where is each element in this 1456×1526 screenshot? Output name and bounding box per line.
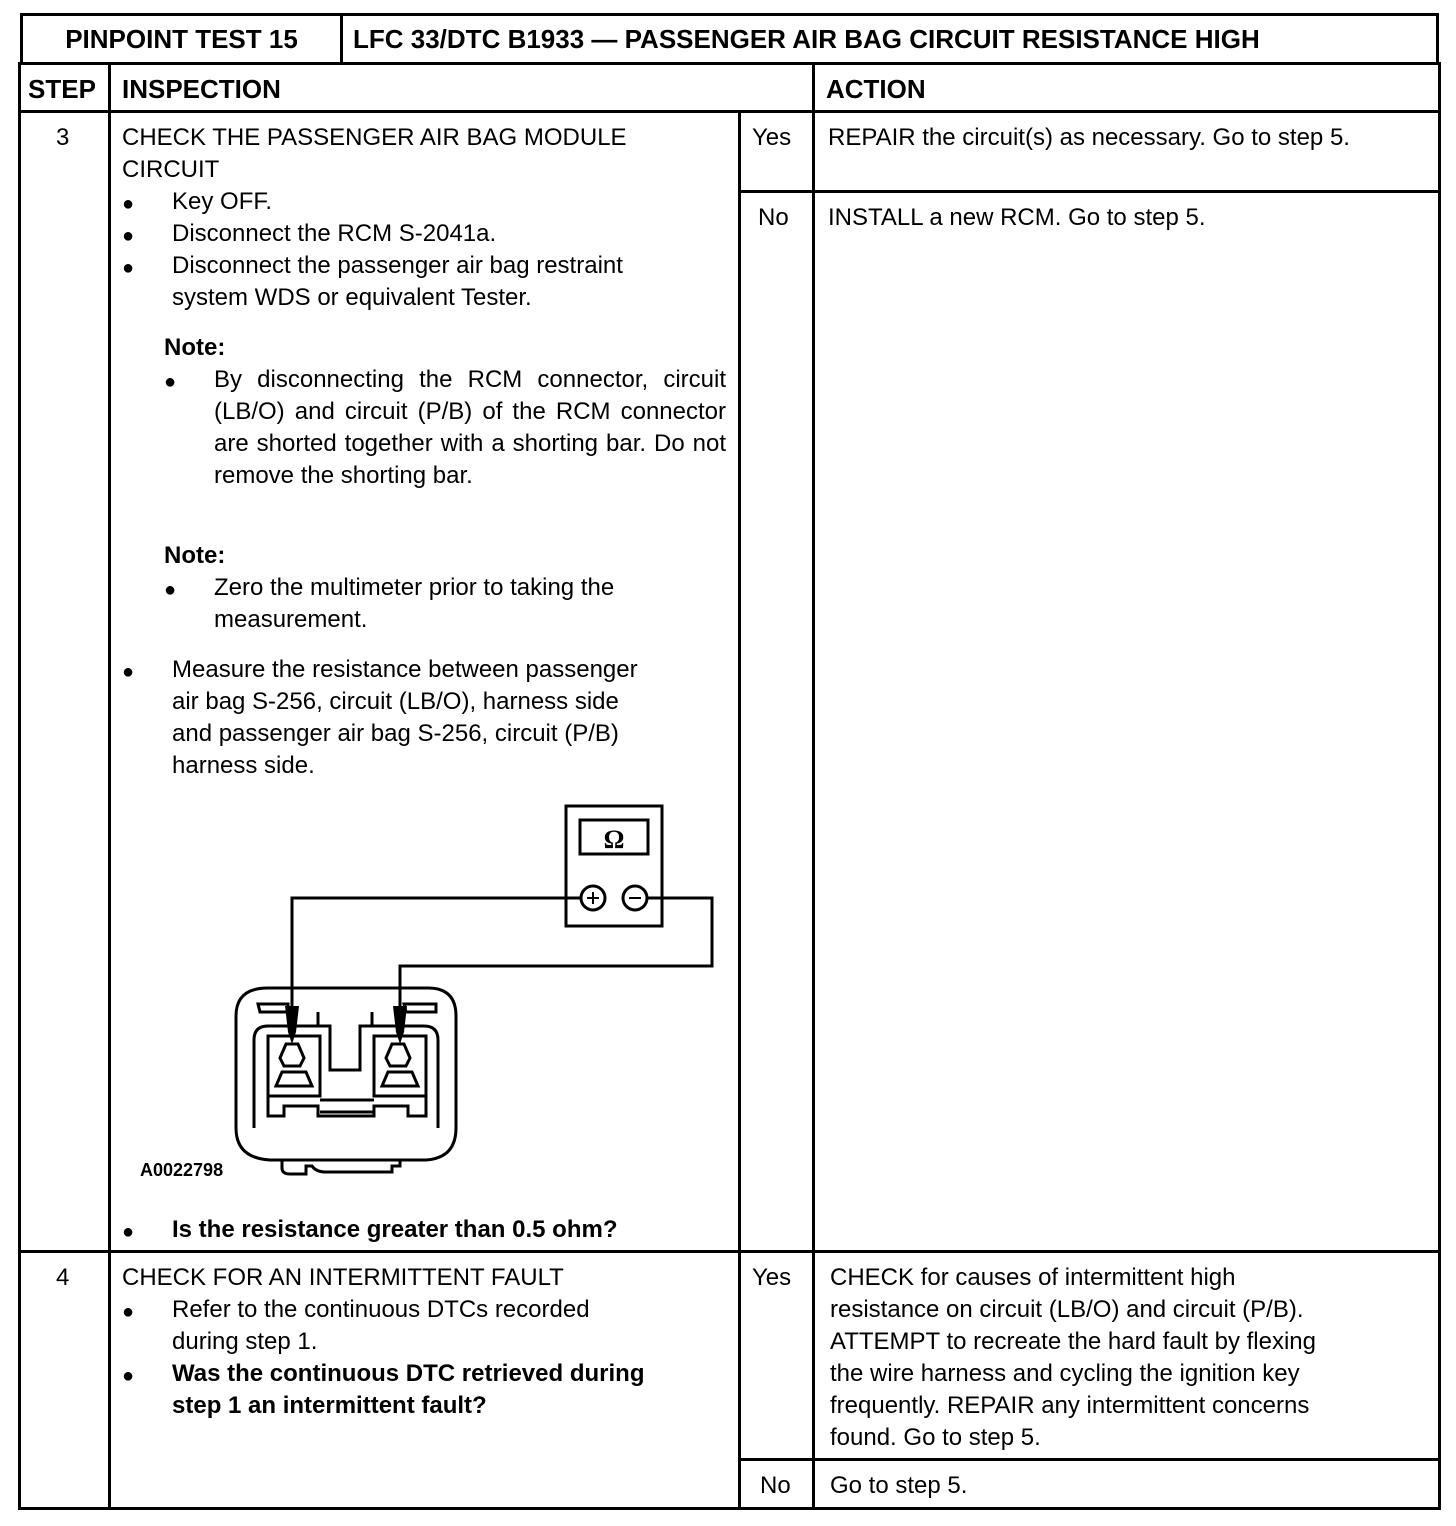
step4-bullet1-line1: Refer to the continuous DTCs recorded bbox=[172, 1296, 590, 1323]
step4-bullet2-line1: Was the continuous DTC retrieved during bbox=[172, 1360, 645, 1387]
step4-no-action: Go to step 5. bbox=[830, 1472, 968, 1499]
test-leads bbox=[292, 898, 712, 1040]
bullet-icon: ● bbox=[122, 1365, 135, 1387]
step3-number: 3 bbox=[56, 124, 70, 151]
step4-yes-action-line2: resistance on circuit (LB/O) and circuit (P/B). bbox=[830, 1296, 1304, 1323]
header-step: STEP bbox=[28, 74, 96, 104]
step4-number: 4 bbox=[56, 1264, 70, 1291]
step3-bullet4-line3: and passenger air bag S-256, circuit (P/B) bbox=[172, 720, 619, 747]
note2-label: Note: bbox=[164, 542, 226, 569]
note2-text: Zero the multimeter prior to taking the measurement. bbox=[214, 574, 615, 633]
multimeter bbox=[566, 806, 662, 926]
bullet-icon: ● bbox=[164, 371, 177, 393]
step3-bullet3-line1: Disconnect the passenger air bag restraint bbox=[172, 252, 623, 279]
header-inspection: INSPECTION bbox=[122, 74, 281, 104]
step3-no-label: No bbox=[758, 204, 789, 231]
step4-no-label: No bbox=[760, 1472, 791, 1499]
step4-yes-action-line5: frequently. REPAIR any intermittent concerns bbox=[830, 1392, 1310, 1419]
bullet-icon: ● bbox=[122, 193, 135, 215]
step3-bullet1: Key OFF. bbox=[172, 188, 273, 215]
step4-yes-action-line1: CHECK for causes of intermittent high bbox=[830, 1264, 1236, 1291]
step3-heading-line1: CHECK THE PASSENGER AIR BAG MODULE bbox=[122, 124, 627, 151]
step4-bullet1-line2: during step 1. bbox=[172, 1328, 318, 1355]
step3-question: Is the resistance greater than 0.5 ohm? bbox=[172, 1216, 618, 1243]
step3-bullet4-line1: Measure the resistance between passenger bbox=[172, 656, 638, 683]
step3-bullet3-line2: system WDS or equivalent Tester. bbox=[172, 284, 532, 311]
step3-bullet4-line4: harness side. bbox=[172, 752, 315, 779]
step3-bullet4-line2: air bag S-256, circuit (LB/O), harness side bbox=[172, 688, 619, 715]
air-bag-connector bbox=[236, 988, 456, 1174]
bullet-icon: ● bbox=[122, 225, 135, 247]
bullet-icon: ● bbox=[122, 1301, 135, 1323]
step3-yes-label: Yes bbox=[752, 124, 792, 151]
bullet-icon: ● bbox=[122, 1221, 135, 1243]
step4-yes-label: Yes bbox=[752, 1264, 792, 1291]
figure-id: A0022798 bbox=[140, 1160, 224, 1180]
step4-heading: CHECK FOR AN INTERMITTENT FAULT bbox=[122, 1264, 564, 1291]
bullet-icon: ● bbox=[122, 257, 135, 279]
step3-no-action: INSTALL a new RCM. Go to step 5. bbox=[828, 204, 1206, 231]
note1-text: By disconnecting the RCM connector, circuit (LB/O) and circuit (P/B) of the RCM connector are shorted together with a shorting bar. Do not remove the shorting bar. bbox=[214, 366, 726, 489]
ohm-symbol: Ω bbox=[603, 825, 625, 854]
test-description: LFC 33/DTC B1933 — PASSENGER AIR BAG CIRCUIT RESISTANCE HIGH bbox=[353, 23, 1260, 54]
bullet-icon: ● bbox=[122, 661, 135, 683]
note1-label: Note: bbox=[164, 334, 226, 361]
step4-yes-action-line4: the wire harness and cycling the ignition key bbox=[830, 1360, 1300, 1387]
step3-bullet2: Disconnect the RCM S-2041a. bbox=[172, 220, 497, 247]
header-action: ACTION bbox=[826, 74, 926, 104]
step3-yes-action: REPAIR the circuit(s) as necessary. Go to step 5. bbox=[828, 124, 1350, 151]
step4-bullet2-line2: step 1 an intermittent fault? bbox=[172, 1392, 487, 1419]
step4-yes-action-line3: ATTEMPT to recreate the hard fault by flexing bbox=[830, 1328, 1316, 1355]
bullet-icon: ● bbox=[164, 579, 177, 601]
step3-heading-line2: CIRCUIT bbox=[122, 156, 220, 183]
test-name: PINPOINT TEST 15 bbox=[23, 16, 343, 62]
step4-yes-action-line6: found. Go to step 5. bbox=[830, 1424, 1041, 1451]
